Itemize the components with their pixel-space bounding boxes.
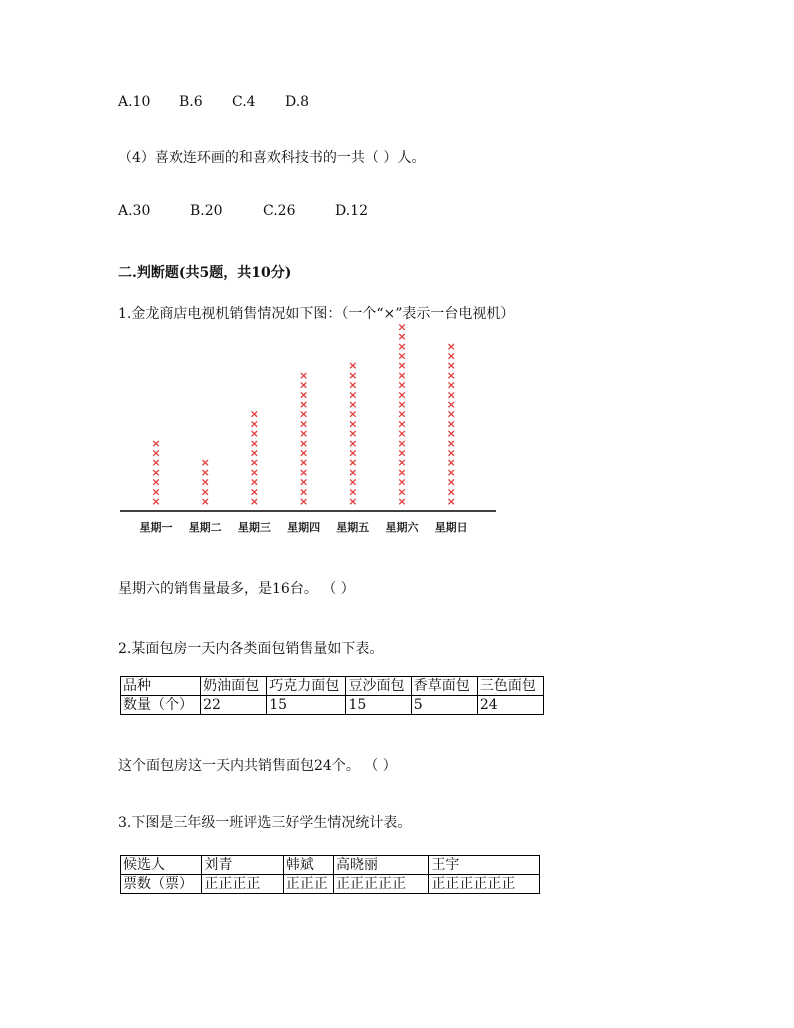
chart-category-label: 星期六 [385, 521, 419, 534]
chart-column [250, 408, 259, 508]
q3-option-c: C.4 [232, 94, 256, 110]
chart-column [397, 320, 406, 508]
table-cell: 票数（票） [121, 875, 202, 894]
item3-stem: 3.下图是三年级一班评选三好学生情况统计表。 [118, 815, 412, 831]
table-row [121, 875, 540, 894]
chart-mark: × [151, 495, 161, 508]
chart-mark: × [151, 475, 161, 489]
q3-option-b: B.6 [179, 94, 203, 110]
chart-mark: × [298, 427, 309, 441]
chart-column [201, 456, 210, 508]
table-cell: 高晓丽 [333, 856, 428, 875]
chart-mark: × [200, 485, 210, 499]
q4-option-b: B.20 [190, 203, 223, 219]
chart-mark: × [397, 485, 407, 499]
chart-mark: × [298, 465, 309, 479]
q4-options [118, 203, 368, 219]
chart-mark: × [446, 417, 456, 431]
table-row [121, 856, 540, 875]
chart-mark: × [397, 417, 407, 431]
chart-mark: × [151, 485, 161, 499]
chart-mark: × [446, 398, 456, 411]
chart-mark: × [298, 485, 309, 499]
chart-mark: × [200, 465, 210, 479]
chart-mark: × [348, 446, 358, 460]
table-row [121, 696, 544, 715]
chart-mark: × [397, 330, 407, 344]
chart-mark: × [249, 427, 260, 441]
q3-option-d: D.8 [285, 94, 310, 110]
tv-sales-chart [118, 320, 498, 540]
chart-mark: × [249, 485, 260, 499]
chart-category-label: 星期四 [287, 521, 321, 534]
chart-mark: × [298, 388, 309, 402]
chart-mark: × [249, 465, 260, 479]
chart-mark: × [446, 475, 456, 489]
table-cell: 韩斌 [283, 856, 333, 875]
table-cell: 品种 [121, 677, 201, 696]
bread-sales-table [120, 676, 544, 715]
chart-mark: × [348, 417, 358, 431]
table-cell: 王宇 [429, 856, 540, 875]
chart-mark: × [397, 475, 407, 489]
table-cell: 刘青 [202, 856, 283, 875]
item1-stem: 1.金龙商店电视机销售情况如下图：（一个“×”表示一台电视机） [118, 306, 515, 322]
table-cell: 正正正 [283, 875, 333, 894]
chart-mark: × [249, 407, 260, 421]
chart-category-label: 星期日 [434, 521, 468, 534]
table-cell: 正正正正正 [333, 875, 428, 894]
table-cell: 正正正正 [202, 875, 283, 894]
chart-column [299, 369, 308, 508]
q4-option-c: C.26 [263, 203, 296, 219]
chart-mark: × [298, 475, 309, 489]
chart-mark: × [446, 407, 456, 421]
chart-mark: × [446, 359, 456, 373]
table-cell: 奶油面包 [201, 677, 267, 696]
chart-mark: × [249, 495, 260, 508]
tv-sales-chart-svg [118, 320, 498, 540]
chart-mark: × [397, 465, 407, 479]
chart-mark: × [397, 427, 407, 441]
chart-mark: × [249, 417, 260, 431]
chart-mark: × [397, 378, 407, 392]
chart-mark: × [151, 436, 161, 450]
chart-mark: × [446, 495, 456, 508]
chart-mark: × [298, 495, 309, 508]
chart-column [151, 437, 160, 508]
chart-mark: × [446, 446, 456, 460]
chart-mark: × [298, 378, 309, 392]
chart-category-label: 星期一 [139, 521, 173, 534]
chart-mark: × [446, 465, 456, 479]
table-cell: 5 [411, 696, 477, 715]
table-cell: 三色面包 [477, 677, 543, 696]
chart-mark: × [446, 436, 456, 450]
chart-mark: × [200, 475, 210, 489]
chart-mark: × [397, 495, 407, 508]
chart-mark: × [249, 436, 260, 450]
table-cell: 24 [477, 696, 543, 715]
chart-mark: × [397, 388, 407, 402]
item1-statement: 星期六的销售量最多，是16台。 （ ） [118, 581, 355, 597]
chart-mark: × [397, 446, 407, 460]
chart-mark: × [298, 368, 309, 382]
chart-mark: × [446, 456, 456, 470]
chart-mark: × [397, 320, 407, 334]
table-cell: 豆沙面包 [346, 677, 411, 696]
table-cell: 香草面包 [411, 677, 477, 696]
q3-option-a: A.10 [118, 94, 151, 110]
chart-mark: × [249, 456, 260, 470]
chart-mark: × [397, 339, 407, 353]
table-cell: 巧克力面包 [267, 677, 346, 696]
chart-mark: × [298, 436, 309, 450]
chart-mark: × [397, 456, 407, 470]
chart-mark: × [397, 407, 407, 421]
chart-mark: × [397, 368, 407, 382]
chart-category-label: 星期二 [188, 521, 222, 534]
table-cell: 数量（个） [121, 696, 201, 715]
chart-category-label: 星期三 [237, 521, 271, 534]
chart-mark: × [249, 475, 260, 489]
chart-mark: × [446, 427, 456, 441]
chart-mark: × [397, 436, 407, 450]
chart-mark: × [446, 349, 456, 363]
chart-mark: × [348, 378, 358, 392]
chart-mark: × [446, 388, 456, 402]
q4-option-a: A.30 [118, 203, 151, 219]
item2-stem: 2.某面包房一天内各类面包销售量如下表。 [118, 641, 384, 657]
chart-mark: × [446, 368, 456, 382]
chart-mark: × [348, 485, 358, 499]
q4-stem: （4）喜欢连环画的和喜欢科技书的一共（ ）人。 [118, 150, 426, 166]
q4-option-d: D.12 [335, 203, 368, 219]
chart-mark: × [348, 398, 358, 411]
chart-mark: × [298, 456, 309, 470]
chart-mark: × [151, 456, 161, 470]
chart-mark: × [397, 398, 407, 411]
chart-mark: × [249, 446, 260, 460]
table-cell: 15 [346, 696, 411, 715]
chart-mark: × [397, 359, 407, 373]
chart-mark: × [298, 446, 309, 460]
chart-category-label: 星期五 [336, 521, 370, 534]
chart-mark: × [348, 465, 358, 479]
chart-mark: × [298, 398, 309, 411]
chart-mark: × [348, 407, 358, 421]
chart-mark: × [200, 495, 210, 508]
chart-mark: × [348, 495, 358, 508]
chart-mark: × [151, 465, 161, 479]
chart-mark: × [348, 427, 358, 441]
item2-statement: 这个面包房这一天内共销售面包24个。 （ ） [118, 758, 397, 774]
table-cell: 正正正正正正 [429, 875, 540, 894]
chart-mark: × [348, 436, 358, 450]
chart-column [447, 340, 456, 508]
chart-mark: × [446, 339, 456, 353]
vote-table [120, 855, 540, 894]
chart-mark: × [298, 407, 309, 421]
chart-mark: × [348, 475, 358, 489]
chart-mark: × [151, 446, 161, 460]
chart-mark: × [348, 368, 358, 382]
table-cell: 22 [201, 696, 267, 715]
chart-mark: × [298, 417, 309, 431]
chart-mark: × [200, 456, 210, 470]
chart-mark: × [446, 485, 456, 499]
chart-column [348, 359, 357, 508]
chart-mark: × [446, 378, 456, 392]
chart-mark: × [397, 349, 407, 363]
chart-mark: × [348, 388, 358, 402]
chart-mark: × [348, 359, 358, 373]
q3-options [118, 94, 309, 110]
table-cell: 15 [267, 696, 346, 715]
table-row [121, 677, 544, 696]
table-cell: 候选人 [121, 856, 202, 875]
section-title: 二.判断题(共5题，共10分) [118, 265, 292, 281]
chart-mark: × [348, 456, 358, 470]
